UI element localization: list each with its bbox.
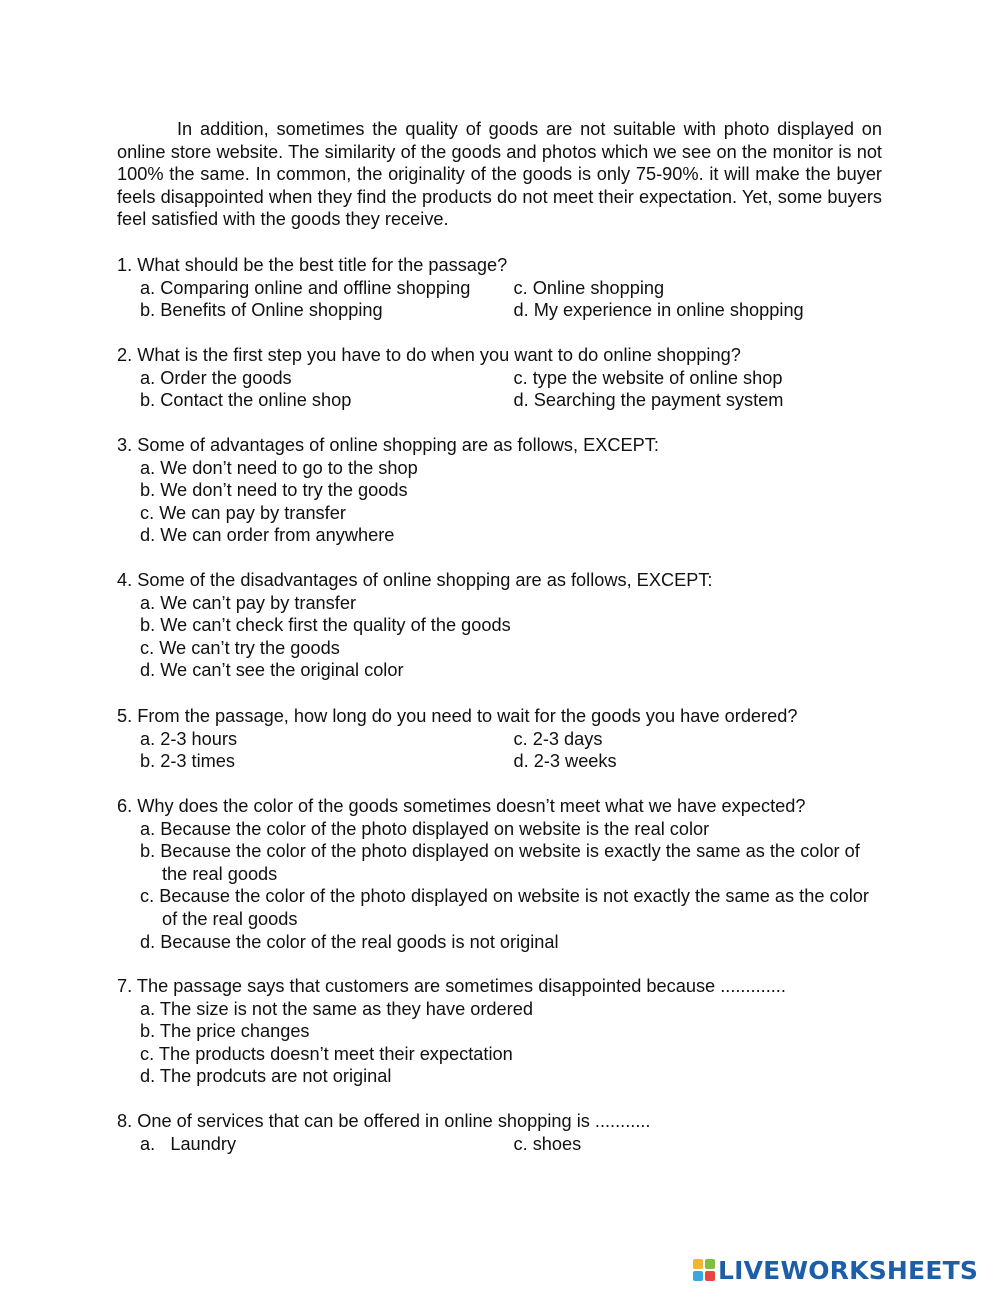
- option-c[interactable]: c. shoes: [513, 1133, 582, 1154]
- logo-text: LIVEWORKSHEETS: [718, 1255, 979, 1285]
- logo-grid-icon: [693, 1259, 715, 1281]
- option-c[interactable]: c. The products doesn’t meet their expectation: [140, 1043, 513, 1064]
- option-a[interactable]: a. We don’t need to go to the shop: [140, 457, 418, 478]
- question-stem: 8. One of services that can be offered in online shopping is ...........: [117, 1111, 651, 1131]
- option-a[interactable]: a. We can’t pay by transfer: [140, 592, 356, 613]
- option-b[interactable]: b. Benefits of Online shopping: [140, 300, 383, 321]
- question-2: [117, 344, 887, 412]
- question-stem: 3. Some of advantages of online shopping are as follows, EXCEPT:: [117, 435, 659, 455]
- option-b[interactable]: b. We don’t need to try the goods: [140, 480, 408, 501]
- option-a[interactable]: a. 2-3 hours: [140, 728, 238, 749]
- question-6: [117, 795, 887, 953]
- option-b[interactable]: b. 2-3 times: [140, 751, 236, 772]
- option-d[interactable]: d. Because the color of the real goods is not original: [140, 931, 559, 952]
- option-b[interactable]: b. Contact the online shop: [140, 390, 352, 411]
- option-d[interactable]: d. Searching the payment system: [513, 390, 784, 411]
- question-5: [117, 705, 887, 773]
- question-8: [117, 1110, 887, 1155]
- liveworksheets-logo[interactable]: [693, 1255, 978, 1285]
- option-c[interactable]: c. type the website of online shop: [513, 367, 783, 388]
- option-a[interactable]: a. Comparing online and offline shopping: [140, 277, 471, 298]
- option-a[interactable]: a. Because the color of the photo displayed on website is the real color: [140, 818, 710, 839]
- reading-passage: In addition, sometimes the quality of goods are not suitable with photo displayed on online store website. The similarity of the goods and photos which we see on the monitor is not 100% the same. In common, the originality of the goods is only 75-90%. it will make the buyer feels disappointed when they find the products do not meet their expectation. Yet, some buyers feel satisfied with the goods they receive.: [117, 119, 882, 230]
- option-d[interactable]: d. My experience in online shopping: [513, 300, 804, 321]
- option-d[interactable]: d. We can order from anywhere: [140, 525, 395, 546]
- option-c[interactable]: c. 2-3 days: [513, 728, 603, 749]
- option-d[interactable]: d. We can’t see the original color: [140, 660, 404, 681]
- question-1: [117, 254, 887, 322]
- option-b[interactable]: b. We can’t check first the quality of the goods: [140, 615, 511, 636]
- option-c[interactable]: c. Online shopping: [513, 277, 665, 298]
- option-a[interactable]: a. The size is not the same as they have ordered: [140, 998, 533, 1019]
- question-3: [117, 434, 887, 547]
- logo-square-3: [693, 1271, 703, 1281]
- question-stem: 2. What is the first step you have to do when you want to do online shopping?: [117, 345, 741, 365]
- option-c[interactable]: c. Because the color of the photo displayed on website is not exactly the same as the color of the real goods: [140, 886, 869, 929]
- logo-square-4: [705, 1271, 715, 1281]
- option-b[interactable]: b. The price changes: [140, 1021, 310, 1042]
- option-a[interactable]: a. Laundry: [140, 1133, 237, 1154]
- question-4: [117, 569, 887, 682]
- option-c[interactable]: c. We can pay by transfer: [140, 502, 346, 523]
- logo-square-1: [693, 1259, 703, 1269]
- question-stem: 7. The passage says that customers are sometimes disappointed because .............: [117, 976, 786, 996]
- question-stem: 5. From the passage, how long do you need to wait for the goods you have ordered?: [117, 706, 798, 726]
- option-a[interactable]: a. Order the goods: [140, 367, 292, 388]
- option-b[interactable]: b. Because the color of the photo displayed on website is exactly the same as the color of the real goods: [140, 841, 860, 884]
- question-7: [117, 975, 887, 1088]
- logo-square-2: [705, 1259, 715, 1269]
- question-stem: 4. Some of the disadvantages of online shopping are as follows, EXCEPT:: [117, 570, 713, 590]
- question-stem: 6. Why does the color of the goods sometimes doesn’t meet what we have expected?: [117, 796, 806, 816]
- option-c[interactable]: c. We can’t try the goods: [140, 637, 340, 658]
- question-stem: 1. What should be the best title for the passage?: [117, 255, 508, 275]
- option-d[interactable]: d. The prodcuts are not original: [140, 1066, 392, 1087]
- option-d[interactable]: d. 2-3 weeks: [513, 751, 617, 772]
